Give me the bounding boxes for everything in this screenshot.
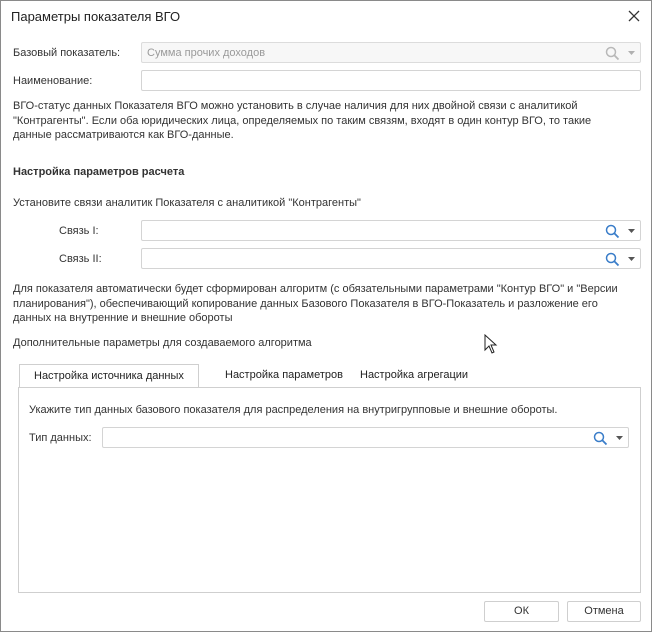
algorithm-line: планирования"), обеспечивающий копирование данных Базового Показателя в ВГО-Показатель и разложение его <box>13 297 598 310</box>
search-icon[interactable] <box>593 431 608 446</box>
algorithm-line: Для показателя автоматически будет сформирован алгоритм (с обязательными параметрами "Контур ВГО" и "Версии <box>13 283 618 295</box>
intro-line: ВГО-статус данных Показателя ВГО можно установить в случае наличия для них двойной связи с аналитикой <box>13 100 578 112</box>
base-indicator-value: Сумма прочих доходов <box>147 47 266 59</box>
mouse-cursor-icon <box>484 334 498 354</box>
algorithm-line: данных на внутренние и внешние обороты <box>13 312 233 324</box>
data-type-label: Тип данных: <box>29 432 92 444</box>
algorithm-text <box>13 282 618 326</box>
extra-params-label: Дополнительные параметры для создаваемого алгоритма <box>13 337 312 349</box>
cancel-button[interactable]: Отмена <box>567 601 641 622</box>
intro-text <box>13 99 591 143</box>
intro-line: "Контрагенты". Если оба юридических лица, определяемых по таким связям, входят в один контур ВГО, то такие <box>13 114 592 127</box>
link1-label: Связь I: <box>59 225 99 237</box>
intro-line: данные рассматриваются как ВГО-данные. <box>13 129 234 141</box>
tab-parameters[interactable]: Настройка параметров <box>225 369 343 381</box>
link2-select[interactable] <box>141 248 641 269</box>
search-icon[interactable] <box>605 252 620 267</box>
tab-data-source[interactable]: Настройка источника данных <box>19 364 199 389</box>
title-bar <box>1 1 651 33</box>
search-icon[interactable] <box>605 46 620 61</box>
data-type-select[interactable] <box>102 427 629 448</box>
link1-select[interactable] <box>141 220 641 241</box>
base-indicator-select[interactable] <box>141 42 641 63</box>
tab-aggregation[interactable]: Настройка агрегации <box>360 369 469 381</box>
chevron-down-icon[interactable] <box>628 51 635 56</box>
dialog-title: Параметры показателя ВГО <box>11 9 181 24</box>
search-icon[interactable] <box>605 224 620 239</box>
name-input[interactable] <box>141 70 641 91</box>
ok-button[interactable]: ОК <box>484 601 559 622</box>
link-instruction: Установите связи аналитик Показателя с аналитикой "Контрагенты" <box>13 197 361 209</box>
chevron-down-icon[interactable] <box>628 229 635 234</box>
calc-settings-title: Настройка параметров расчета <box>13 166 185 178</box>
name-label: Наименование: <box>13 75 93 87</box>
data-type-hint: Укажите тип данных базового показателя для распределения на внутригрупповые и внешние обороты. <box>29 404 558 416</box>
link2-label: Связь II: <box>59 253 102 265</box>
chevron-down-icon[interactable] <box>628 257 635 262</box>
base-indicator-label: Базовый показатель: <box>13 47 121 59</box>
chevron-down-icon[interactable] <box>616 436 623 441</box>
tab-panel-data-source <box>18 387 641 593</box>
close-icon[interactable] <box>625 7 643 25</box>
